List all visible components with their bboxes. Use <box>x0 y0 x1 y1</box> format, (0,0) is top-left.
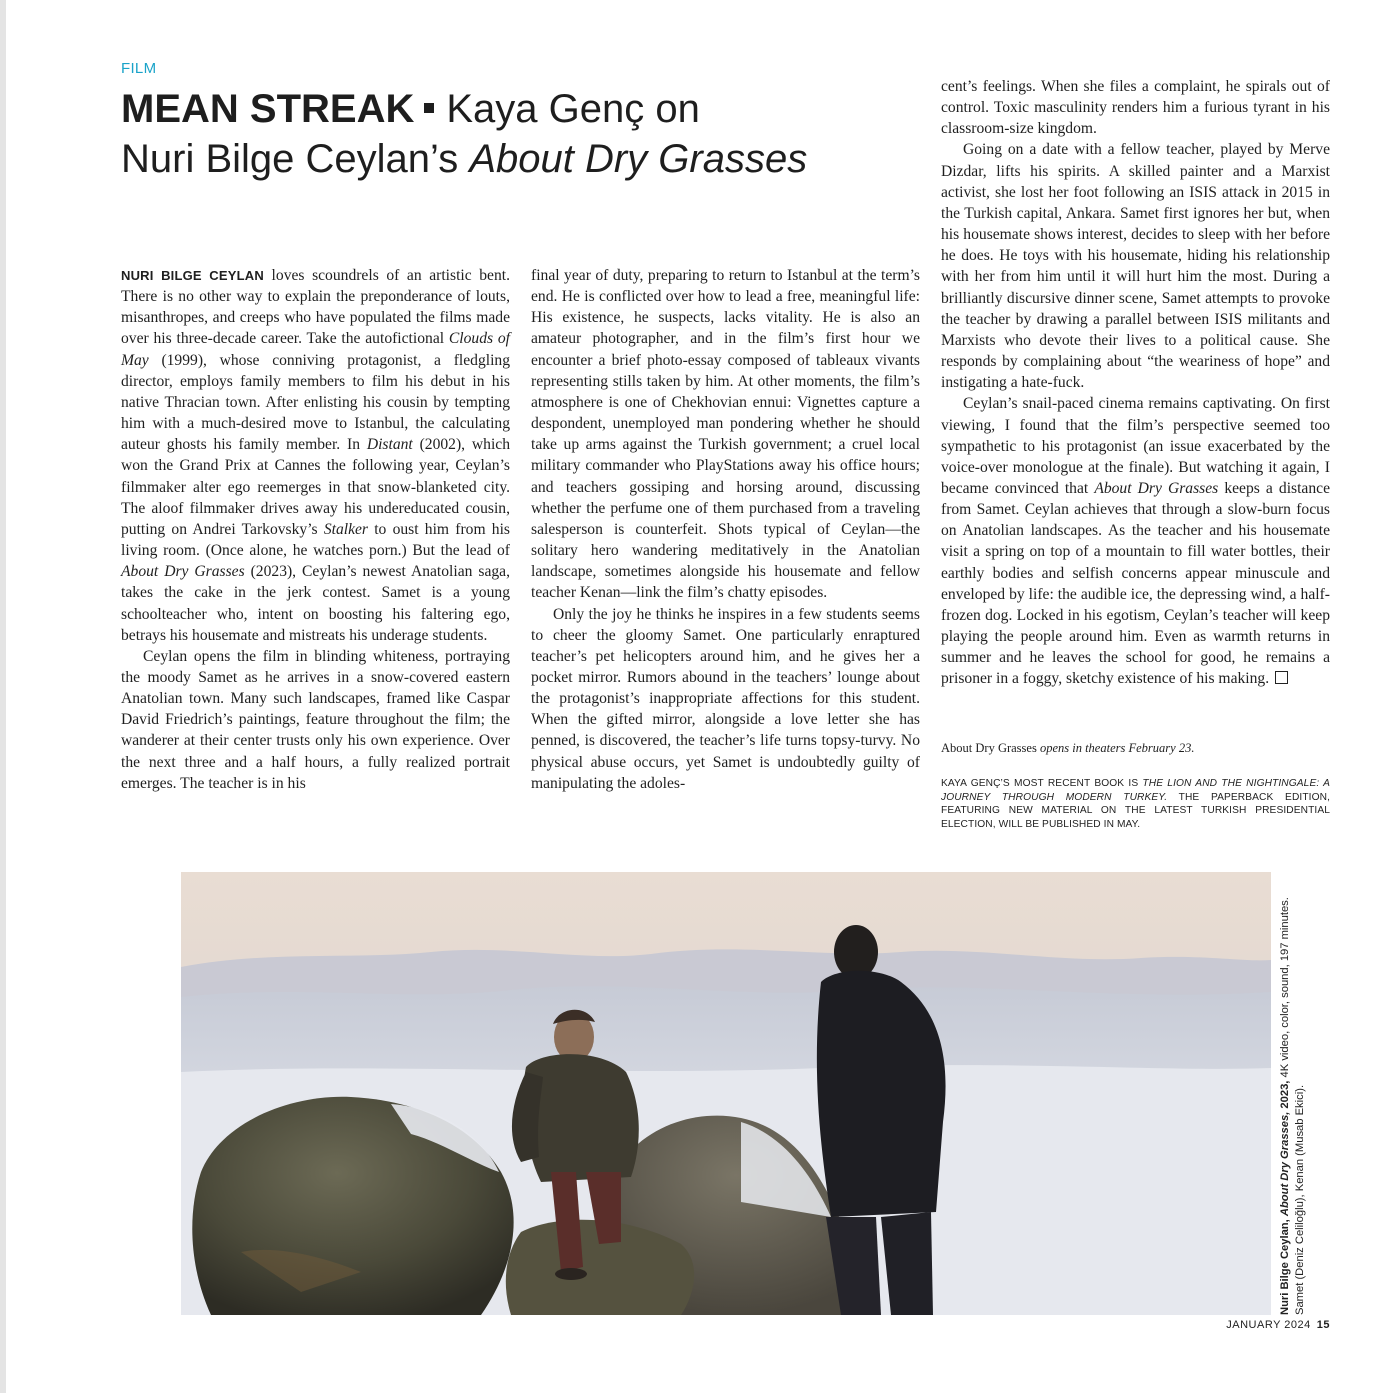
issue-date: JANUARY 2024 <box>1226 1319 1311 1331</box>
text-run: keeps a distance from Samet. Ceylan achieves that through a slow-burn focus on Anatolian landscapes. As the teacher and his housemate visit a spring on top of a mountain to fill water bottles, their earthly bodies and selfish concerns appear minuscule and enveloped by life: the audible ice, the depressing wind, a half-frozen dog. Locked in his egotism, Ceylan’s teacher will keep playing the people around him. Even as warmth returns in summer and he leaves the school for good, he remains a prisoner in a foggy, sketchy existence of his making. <box>941 479 1330 688</box>
article-column-2 <box>531 265 920 794</box>
caption-film-title: About Dry Grasses, <box>1279 1111 1291 1217</box>
photo-caption <box>1278 872 1318 1315</box>
text-run: to oust him from his living room. (Once alone, he watches porn.) But the lead of <box>121 520 510 560</box>
note-text: opens in theaters February 23. <box>1036 741 1195 755</box>
note-film-title: About Dry Grasses <box>941 741 1037 755</box>
article-column-3 <box>941 76 1330 690</box>
page-edge <box>0 0 6 1393</box>
headline-bullet-square <box>424 103 434 113</box>
text-run: THE PAPERBACK EDITION, FEATURING NEW MATERIAL ON THE LATEST TURKISH PRESIDENTIAL ELECTION, WILL BE PUBLISHED IN MAY. <box>941 791 1331 830</box>
film-title: Clouds of May <box>121 330 510 369</box>
film-title: About Dry Grasses <box>121 563 245 581</box>
film-title: Distant <box>366 436 413 454</box>
headline-title: MEAN STREAK <box>121 87 415 131</box>
book-title: THE LION AND THE NIGHTINGALE: A JOURNEY THROUGH MODERN TURKEY. <box>941 778 1330 803</box>
author-bio <box>941 777 1330 831</box>
paragraph: final year of duty, preparing to return to Istanbul at the term’s end. He is conflicted over how to lead a free, meaningful life: His existence, he suspects, lacks vitality. He is also an amateur photographer, and in the film’s first hour we encounter a brief photo-essay composed of tableaux vivants representing stills taken by him. At other moments, the film’s atmosphere is one of Chekhovian ennui: Vignettes capture a despondent, unemployed man pondering whether he should take up arms against the Turkish government; a cruel local military commander who PlayStations away his office hours; and teachers gossiping and horsing around, discussing whether the perfume one of them purchased from a traveling salesperson is counterfeit. Shots typical of Ceylan—the solitary hero wandering meditatively in the Anatolian landscape, sometimes alongside his housemate and fellow teacher Kenan—link the film’s chatty episodes. <box>531 267 920 602</box>
text-run: (2002), which won the Grand Prix at Cannes the following year, Ceylan’s filmmaker alter ego reemerges in that snow-blanketed city. The aloof filmmaker drives away his undereducated cousin, putting on Andrei Tarkovsky’s <box>121 436 510 538</box>
article-column-1 <box>121 265 510 794</box>
text-run: (1999), whose conniving protagonist, a fledgling director, employs family members to film his debut in his native Thracian town. After enlisting his cousin by tempting him with a much-desired move to Istanbul, the calculating auteur ghosts his family member. In <box>121 351 510 454</box>
caption-year: 2023, <box>1279 1080 1291 1112</box>
text-run: loves scoundrels of an artistic bent. There is no other way to explain the preponderance of louts, misanthropes, and creeps who have populated the films made over his three-decade career. Take the autofictional <box>121 267 511 348</box>
text-run: KAYA GENÇ’S MOST RECENT BOOK IS <box>941 778 1143 789</box>
film-still <box>181 872 1271 1315</box>
headline <box>121 84 921 184</box>
page-number: 15 <box>1316 1319 1330 1331</box>
film-title: About Dry Grasses <box>1094 479 1219 497</box>
caption-details: 4K video, color, sound, 197 minutes. <box>1279 897 1291 1081</box>
end-mark-icon <box>1275 671 1288 684</box>
paragraph: Only the joy he thinks he inspires in a few students seems to cheer the gloomy Samet. One particularly enraptured teacher’s pet helicopters around him, and he gives her a pocket mirror. Rumors abound in the teachers’ lounge about the protagonist’s inappropriate affections for this student. When the gifted mirror, alongside a love letter she has penned, is discovered, the teacher’s life turns topsy-turvy. No physical abuse occurs, yet Samet is undoubtedly guilty of manipulating the adoles- <box>531 605 920 792</box>
paragraph: cent’s feelings. When she files a complaint, he spirals out of control. Toxic masculinity renders him a furious tyrant in his classroom-size kingdom. <box>941 78 1330 138</box>
paragraph <box>121 265 510 646</box>
lead-in: NURI BILGE CEYLAN <box>121 268 264 283</box>
headline-byline: Kaya Genç on <box>446 87 700 131</box>
caption-text <box>1278 872 1318 1315</box>
screening-note <box>941 741 1330 756</box>
headline-film-title: About Dry Grasses <box>469 137 808 181</box>
text-run: (2023), Ceylan’s newest Anatolian saga, takes the cake in the jerk contest. Samet is a young schoolteacher who, intent on boosting his faltering ego, betrays his housemate and mistreats his underage students. <box>121 563 510 644</box>
paragraph <box>941 393 1330 689</box>
caption-director: Nuri Bilge Ceylan, <box>1279 1216 1291 1315</box>
paragraph: Ceylan opens the film in blinding whiteness, portraying the moody Samet as he arrives in a snow-covered eastern Anatolian town. Many such landscapes, framed like Caspar David Friedrich’s paintings, feature throughout the film; the wanderer at their center trusts only his own experience. Over the next three and a half hours, a fully realized portrait emerges. The teacher is in his <box>121 647 510 792</box>
film-title: Stalker <box>323 520 368 538</box>
headline-subject: Nuri Bilge Ceylan’s <box>121 137 470 181</box>
paragraph: Going on a date with a fellow teacher, played by Merve Dizdar, lifts his spirits. A skilled painter and a Marxist activist, she lost her foot following an ISIS attack in 2015 in the Turkish capital, Ankara. Samet first ignores her but, when his housemate shows interest, decides to sleep with her before he does. He toys with his housemate, hiding his relationship with her from him until it will hurt him the most. During a brilliantly discursive dinner scene, Samet attempts to provoke the teacher by drawing a parallel between ISIS militants and Marxists who devote their lives to a political cause. She responds by complaining about “the weariness of hope” and instigating a hate-fuck. <box>941 141 1330 392</box>
page-footer <box>1226 1319 1330 1331</box>
text-run: Ceylan’s snail-paced cinema remains captivating. On first viewing, I found that the film’s perspective seemed too sympathetic to his protagonist (an issue exacerbated by the voice-over monologue at the finale). But watching it again, I became convinced that <box>941 395 1330 497</box>
caption-cast: Samet (Deniz Celiloğlu), Kenan (Musab Ekici). <box>1294 1084 1306 1315</box>
section-label: FILM <box>121 60 157 77</box>
